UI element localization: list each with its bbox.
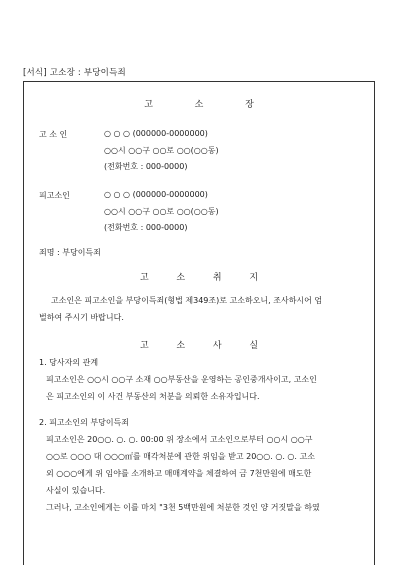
title-char: 소 [194,100,204,110]
purpose-title [24,270,374,283]
section1-line: 피고소인은 ○○시 ○○구 소재 ○○부동산을 운영하는 공인중개사이고, 고소인 [46,375,317,384]
purpose-line: 벌하여 주시기 바랍니다. [39,313,124,322]
purpose-title-char: 지 [249,273,259,283]
section2-line: 사실이 있습니다. [46,486,106,495]
title-char: 장 [245,100,254,110]
document-title [24,97,374,110]
complainant-address: ○○시 ○○구 ○○로 ○○(○○동) [104,146,219,155]
section1-line: 은 피고소인의 이 사건 부동산의 처분을 의뢰한 소유자입니다. [46,392,260,401]
purpose-title-char: 취 [212,273,222,283]
accused-address: ○○시 ○○구 ○○로 ○○(○○동) [104,207,219,216]
complainant-name: ○ ○ ○ (000000-0000000) [104,129,208,138]
purpose-title-char: 소 [176,273,186,283]
facts-title-char: 사 [212,341,222,351]
facts-title [24,338,374,351]
facts-title-char: 고 [139,341,149,351]
form-caption: [서식] 고소장 : 부당이득죄 [23,68,126,78]
section2-line: 피고소인은 20○○. ○. ○. 00:00 위 장소에서 고소인으로부터 ○○시 ○○구 [46,435,313,444]
section2-line: 외 ○○○에게 위 임야를 소개하고 매매계약을 체결하여 금 7천만원에 매도한 [46,469,312,478]
title-char: 고 [144,100,153,110]
facts-title-char: 실 [249,341,259,351]
complaint-document [23,81,375,565]
complainant-label: 고 소 인 [39,130,68,139]
section2-line: ○○로 ○○○ 대 ○○○㎡를 매각처분에 관한 위임을 받고 20○○. ○. ○. 고소 [46,452,315,461]
accused-phone: (전화번호 : 000-0000) [104,223,188,232]
purpose-title-char: 고 [139,273,149,283]
complainant-phone: (전화번호 : 000-0000) [104,162,188,171]
accused-label: 피고소인 [39,191,70,200]
charge-line: 죄명 : 부당이득죄 [39,248,101,257]
section2-heading: 2. 피고소인의 부당이득죄 [39,418,129,427]
purpose-line: 고소인은 피고소인을 부당이득죄(형법 제349조)로 고소하오니, 조사하시어 엄 [51,296,323,305]
section1-heading: 1. 당사자의 관계 [39,358,99,367]
facts-title-char: 소 [176,341,186,351]
accused-name: ○ ○ ○ (000000-0000000) [104,190,208,199]
section2-line: 그러나, 고소인에게는 이를 마치 "3천 5백만원에 처분한 것인 양 거짓말을 하였 [46,503,320,512]
